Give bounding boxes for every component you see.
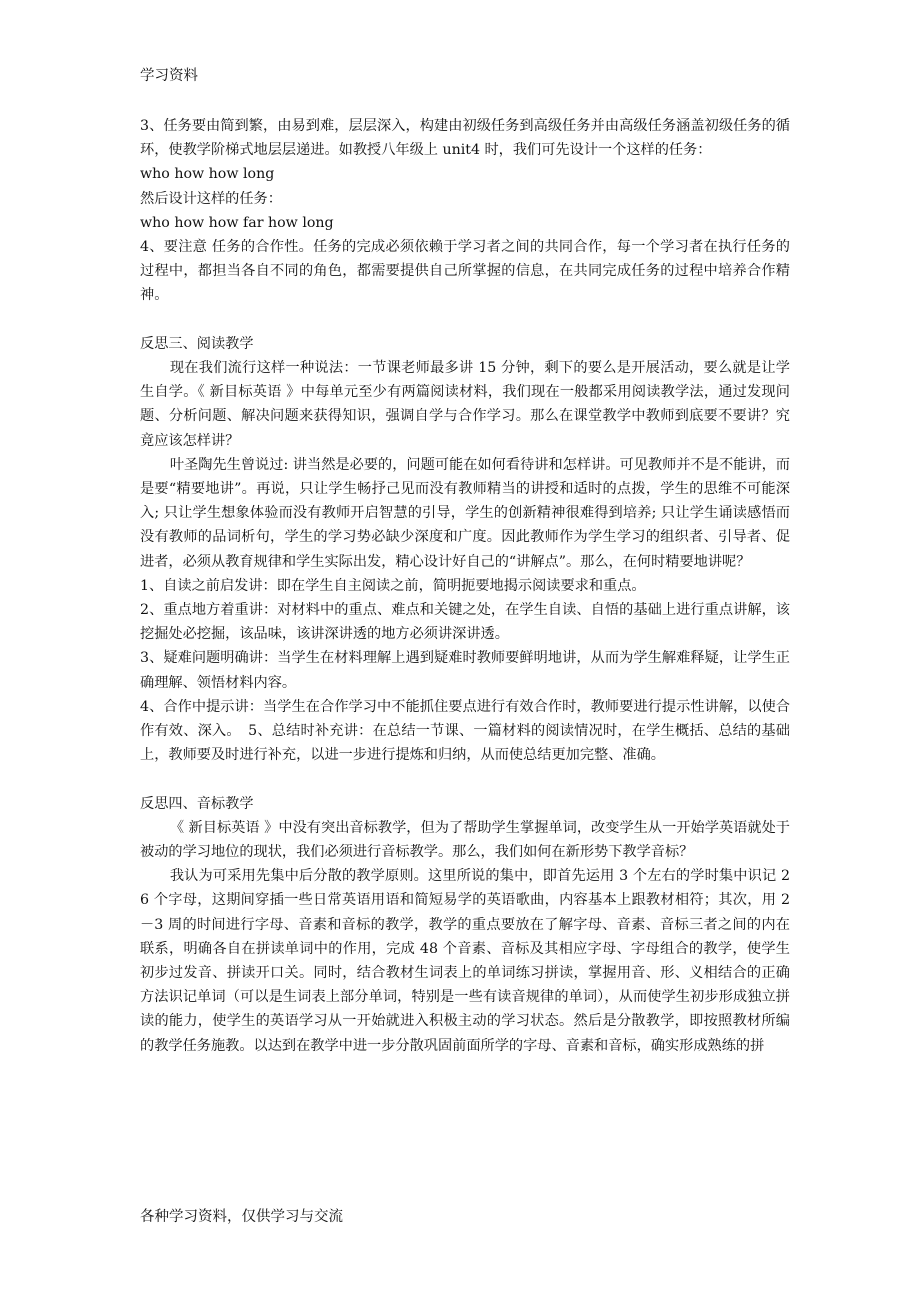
paragraph-phonetics-method: 我认为可采用先集中后分散的教学原则。这里所说的集中，即首先运用 3 个左右的学时集中识记 26 个字母，这期间穿插一些日常英语用语和简短易学的英语歌曲，内容基本上跟教材相符；其次，用 2－3 周的时间进行字母、音素和音标的教学，教学的重点要放在了解字母、音素、音标三者之间的内在联系，明确各自在拼读单词中的作用，完成 48 个音素、音标及其相应字母、字母组合的教学，使学生初步过发音、拼读开口关。同时，结合教材生词表上的单词练习拼读，掌握用音、形、义相结合的正确方法识记单词（可以是生词表上部分单词，特别是一些有读音规律的单词），从而使学生初步形成独立拼读的能力，使学生的英语学习从一开始就进入积极主动的学习状态。然后是分散教学，即按照教材所编的教学任务施教。以达到在教学中进一步分散巩固前面所学的字母、音素和音标，确实形成熟练的拼: [140, 868, 790, 1054]
document-body: [140, 114, 790, 1058]
paragraph-ye-shengtao: 叶圣陶先生曾说过: 讲当然是必要的，问题可能在如何看待讲和怎样讲。可见教师并不是不能讲，而是要“精要地讲”。再说，只让学生畅抒己见而没有教师精当的讲授和适时的点拨，学生的思维不可能深入; 只让学生想象体验而没有教师开启智慧的引导，学生的创新精神很难得到培养; 只让学生诵读感悟而没有教师的品词析句，学生的学习势必缺少深度和广度。因此教师作为学生学习的组织者、引导者、促进者，必须从教育规律和学生实际出发，精心设计好自己的“讲解点”。那么，在何时精要地讲呢？: [140, 456, 790, 570]
paragraph-task-progression: 3、任务要由简到繁，由易到难，层层深入，构建由初级任务到高级任务并由高级任务涵盖初级任务的循环，使教学阶梯式地层层递进。如教授八年级上 unit4 时，我们可先设计一个这样的任务：: [140, 118, 790, 159]
paragraph-reading-intro: 现在我们流行这样一种说法：一节课老师最多讲 15 分钟，剩下的要么是开展活动，要么就是让学生自学。《 新目标英语 》中每单元至少有两篇阅读材料，我们现在一般都采用阅读教学法，通过发现问题、分析问题、解决问题来获得知识，强调自学与合作学习。那么在课堂教学中教师到底要不要讲？究竟应该怎样讲？: [140, 360, 790, 449]
page-header: 学习资料: [140, 68, 198, 84]
section-heading-reading: 反思三、阅读教学: [140, 335, 254, 352]
section-heading-phonetics: 反思四、音标教学: [140, 795, 254, 812]
paragraph-then-design: 然后设计这样的任务：: [140, 190, 282, 207]
list-item-reading-4-5: 4、合作中提示讲：当学生在合作学习中不能抓住要点进行有效合作时，教师要进行提示性讲解，以使合作有效、深入。 5、总结时补充讲：在总结一节课、一篇材料的阅读情况时，在学生概括、总结的基础上，教师要及时进行补充，以进一步进行提炼和归纳，从而使总结更加完整、准确。: [140, 698, 790, 764]
paragraph-task-cooperation: 4、要注意 任务的合作性。任务的完成必须依赖于学习者之间的共同合作，每一个学习者在执行任务的过程中，都担当各自不同的角色，都需要提供自己所掌握的信息，在共同完成任务的过程中培养合作精神。: [140, 239, 790, 304]
paragraph-example-task-1: who how how long: [140, 166, 275, 183]
paragraph-phonetics-intro: 《 新目标英语 》中没有突出音标教学，但为了帮助学生掌握单词，改变学生从一开始学英语就处于被动的学习地位的现状，我们必须进行音标教学。那么，我们如何在新形势下教学音标？: [140, 819, 790, 861]
list-item-reading-3: 3、疑难问题明确讲：当学生在材料理解上遇到疑难时教师要鲜明地讲，从而为学生解难释疑，让学生正确理解、领悟材料内容。: [140, 650, 790, 691]
paragraph-example-task-2: who how how far how long: [140, 214, 334, 231]
list-item-reading-2: 2、重点地方着重讲：对材料中的重点、难点和关键之处，在学生自读、自悟的基础上进行重点讲解，该挖掘处必挖掘，该品味，该讲深讲透的地方必须讲深讲透。: [140, 602, 790, 643]
page-footer: 各种学习资料，仅供学习与交流: [140, 1209, 343, 1225]
list-item-reading-1: 1、自读之前启发讲：即在学生自主阅读之前，简明扼要地揭示阅读要求和重点。: [140, 577, 646, 594]
